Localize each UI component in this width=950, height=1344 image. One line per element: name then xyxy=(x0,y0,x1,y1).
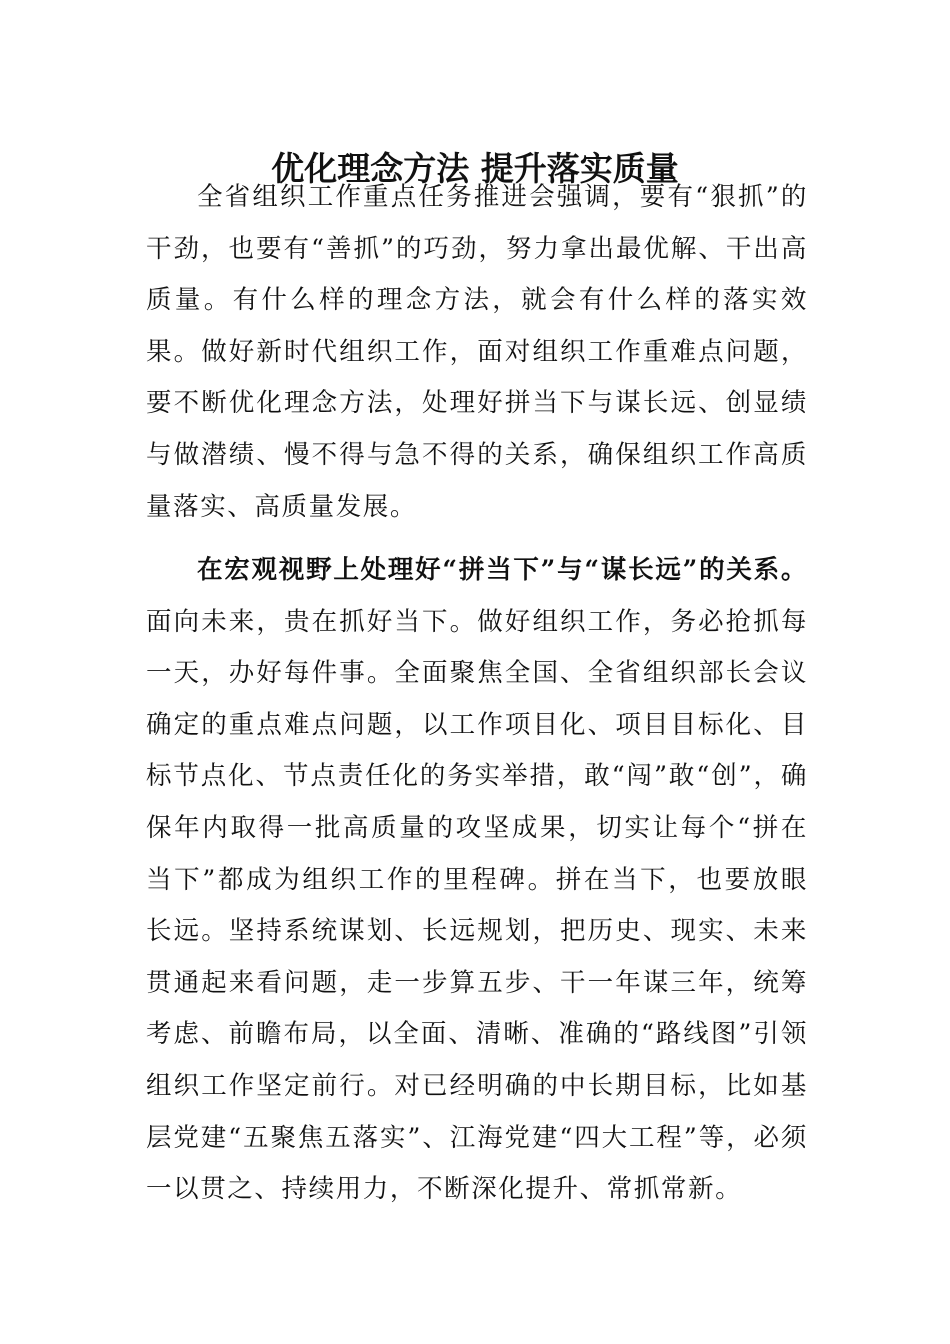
paragraph-text: 全省组织工作重点任务推进会强调，要有“狠抓”的干劲，也要有“善抓”的巧劲，努力拿出最优解、干出高质量。有什么样的理念方法，就会有什么样的落实效果。做好新时代组织工作，面对组织工作重难点问题，要不断优化理念方法，处理好拼当下与谋长远、创显绩与做潜绩、慢不得与急不得的关系，确保组织工作高质量落实、高质量发展。 xyxy=(146,182,808,522)
paragraph-text: 面向未来，贵在抓好当下。做好组织工作，务必抢抓每一天，办好每件事。全面聚焦全国、全省组织部长会议确定的重点难点问题，以工作项目化、项目目标化、目标节点化、节点责任化的务实举措，敢“闯”敢“创”，确保年内取得一批高质量的攻坚成果，切实让每个“拼在当下”都成为组织工作的里程碑。拼在当下，也要放眼长远。坚持系统谋划、长远规划，把历史、现实、未来贯通起来看问题，走一步算五步、干一年谋三年，统筹考虑、前瞻布局，以全面、清晰、准确的“路线图”引领组织工作坚定前行。对已经明确的中长期目标，比如基层党建“五聚焦五落实”、江海党建“四大工程”等，必须一以贯之、持续用力，不断深化提升、常抓常新。 xyxy=(146,606,809,1205)
document-title: 优化理念方法 提升落实质量 xyxy=(271,149,679,189)
paragraph-section-1 xyxy=(146,545,808,1216)
paragraph-lead: 在宏观视野上处理好“拼当下”与“谋长远”的关系。 xyxy=(197,555,808,585)
paragraph-intro xyxy=(146,172,808,533)
